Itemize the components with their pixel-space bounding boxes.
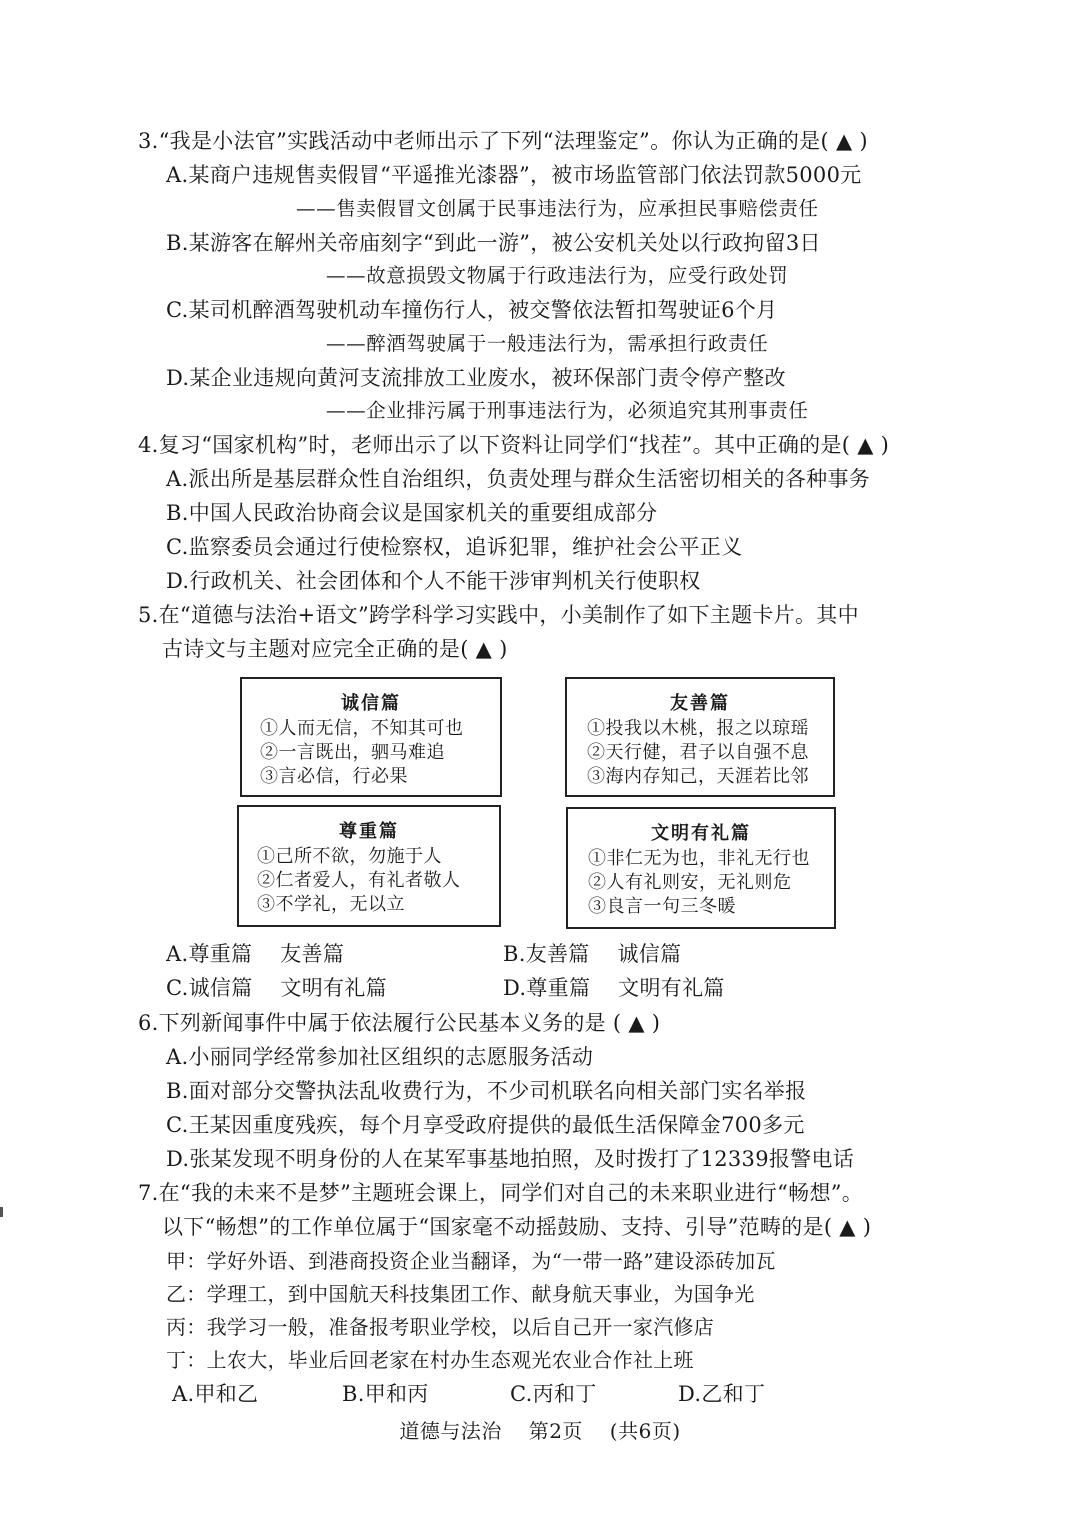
card-honesty-line: ①人而无信，不知其可也 [260,718,464,739]
footer-total-pages: (共6页) [609,1419,681,1443]
q3-option-b-justification: ——故意损毁文物属于行政违法行为，应受行政处罚 [326,264,789,287]
card-friendly-title: 友善篇 [670,693,730,714]
footer-page-number: 第2页 [528,1419,583,1443]
q6-option-d: D.张某发现不明身份的人在某军事基地拍照，及时拨打了12339报警电话 [166,1147,855,1171]
card-civility-line: ③良言一句三冬暖 [588,896,736,917]
q3-stem: 3.“我是小法官”实践活动中老师出示了下列“法理鉴定”。你认为正确的是( ▲ ) [138,129,868,153]
page-footer [0,1416,1080,1446]
q7-stem-line2: 以下“畅想”的工作单位属于“国家毫不动摇鼓励、支持、引导”范畴的是( ▲ ) [162,1215,872,1239]
q5-stem-line1: 5.在“道德与法治+语文”跨学科学习实践中，小美制作了如下主题卡片。其中 [138,603,859,627]
q4-option-a: A.派出所是基层群众性自治组织，负责处理与群众生活密切相关的各种事务 [166,467,871,491]
q6-stem: 6.下列新闻事件中属于依法履行公民基本义务的是 ( ▲ ) [138,1011,661,1035]
card-civility-title: 文明有礼篇 [651,823,751,844]
q3-option-a: A.某商户违规售卖假冒“平遥推光漆器”，被市场监管部门依法罚款5000元 [166,163,862,187]
q6-option-a: A.小丽同学经常参加社区组织的志愿服务活动 [166,1045,594,1069]
q5-option-a: A.尊重篇 友善篇 [166,942,345,966]
q7-item-yi: 乙：学理工，到中国航天科技集团工作、献身航天事业，为国争光 [166,1282,755,1306]
card-respect-line: ①己所不欲，勿施于人 [257,846,442,867]
q4-stem: 4.复习“国家机构”时，老师出示了以下资料让同学们“找茬”。其中正确的是( ▲ ) [138,433,890,457]
footer-subject: 道德与法治 [399,1419,502,1443]
card-respect-line: ②仁者爱人，有礼者敬人 [257,870,461,891]
q5-option-b: B.友善篇 诚信篇 [503,942,682,966]
card-civility-line: ②人有礼则安，无礼则危 [588,872,792,893]
card-honesty-line: ③言必信，行必果 [260,766,408,787]
q4-option-c: C.监察委员会通过行使检察权，追诉犯罪，维护社会公平正义 [166,535,743,559]
card-respect-title: 尊重篇 [339,821,399,842]
q3-option-d-justification: ——企业排污属于刑事违法行为，必须追究其刑事责任 [326,399,809,422]
q3-option-c-justification: ——醉酒驾驶属于一般违法行为，需承担行政责任 [326,332,769,355]
q4-option-b: B.中国人民政治协商会议是国家机关的重要组成部分 [166,501,658,525]
q7-item-bing: 丙：我学习一般，准备报考职业学校，以后自己开一家汽修店 [166,1315,715,1339]
card-friendly-line: ②天行健，君子以自强不息 [587,742,809,763]
q3-option-b: B.某游客在解州关帝庙刻字“到此一游”，被公安机关处以行政拘留3日 [166,231,821,255]
q6-option-c: C.王某因重度残疾，每个月享受政府提供的最低生活保障金700多元 [166,1113,805,1137]
q7-item-ding: 丁：上农大，毕业后回老家在村办生态观光农业合作社上班 [166,1348,694,1372]
card-friendly-line: ③海内存知己，天涯若比邻 [587,766,809,787]
card-honesty-line: ②一言既出，驷马难追 [260,742,445,763]
q3-option-a-justification: ——售卖假冒文创属于民事违法行为，应承担民事赔偿责任 [296,197,819,220]
card-respect-line: ③不学礼，无以立 [257,894,405,915]
q3-option-c: C.某司机醉酒驾驶机动车撞伤行人，被交警依法暂扣驾驶证6个月 [166,298,778,322]
q5-stem-line2: 古诗文与主题对应完全正确的是( ▲ ) [162,637,508,661]
card-respect [237,805,501,927]
q7-item-jia: 甲：学好外语、到港商投资企业当翻译，为“一带一路”建设添砖加瓦 [166,1249,776,1273]
q4-option-d: D.行政机关、社会团体和个人不能干涉审判机关行使职权 [166,569,701,593]
q7-option-b: B.甲和丙 [342,1382,429,1406]
q6-option-b: B.面对部分交警执法乱收费行为，不少司机联名向相关部门实名举报 [166,1079,807,1103]
card-honesty-title: 诚信篇 [341,693,401,714]
card-civility-line: ①非仁无为也，非礼无行也 [588,848,810,869]
card-friendly-line: ①投我以木桃，报之以琼瑶 [587,718,809,739]
card-civility [566,807,836,929]
card-friendly [565,677,835,797]
q7-stem-line1: 7.在“我的未来不是梦”主题班会课上，同学们对自己的未来职业进行“畅想”。 [138,1181,864,1205]
q7-option-d: D.乙和丁 [678,1382,766,1406]
q5-option-d: D.尊重篇 文明有礼篇 [503,976,725,1000]
q7-option-c: C.丙和丁 [510,1382,597,1406]
q7-option-a: A.甲和乙 [172,1382,259,1406]
card-honesty [240,677,502,797]
scan-edge-mark [0,1207,3,1217]
q5-option-c: C.诚信篇 文明有礼篇 [166,976,387,1000]
q3-option-d: D.某企业违规向黄河支流排放工业废水，被环保部门责令停产整改 [166,366,786,390]
